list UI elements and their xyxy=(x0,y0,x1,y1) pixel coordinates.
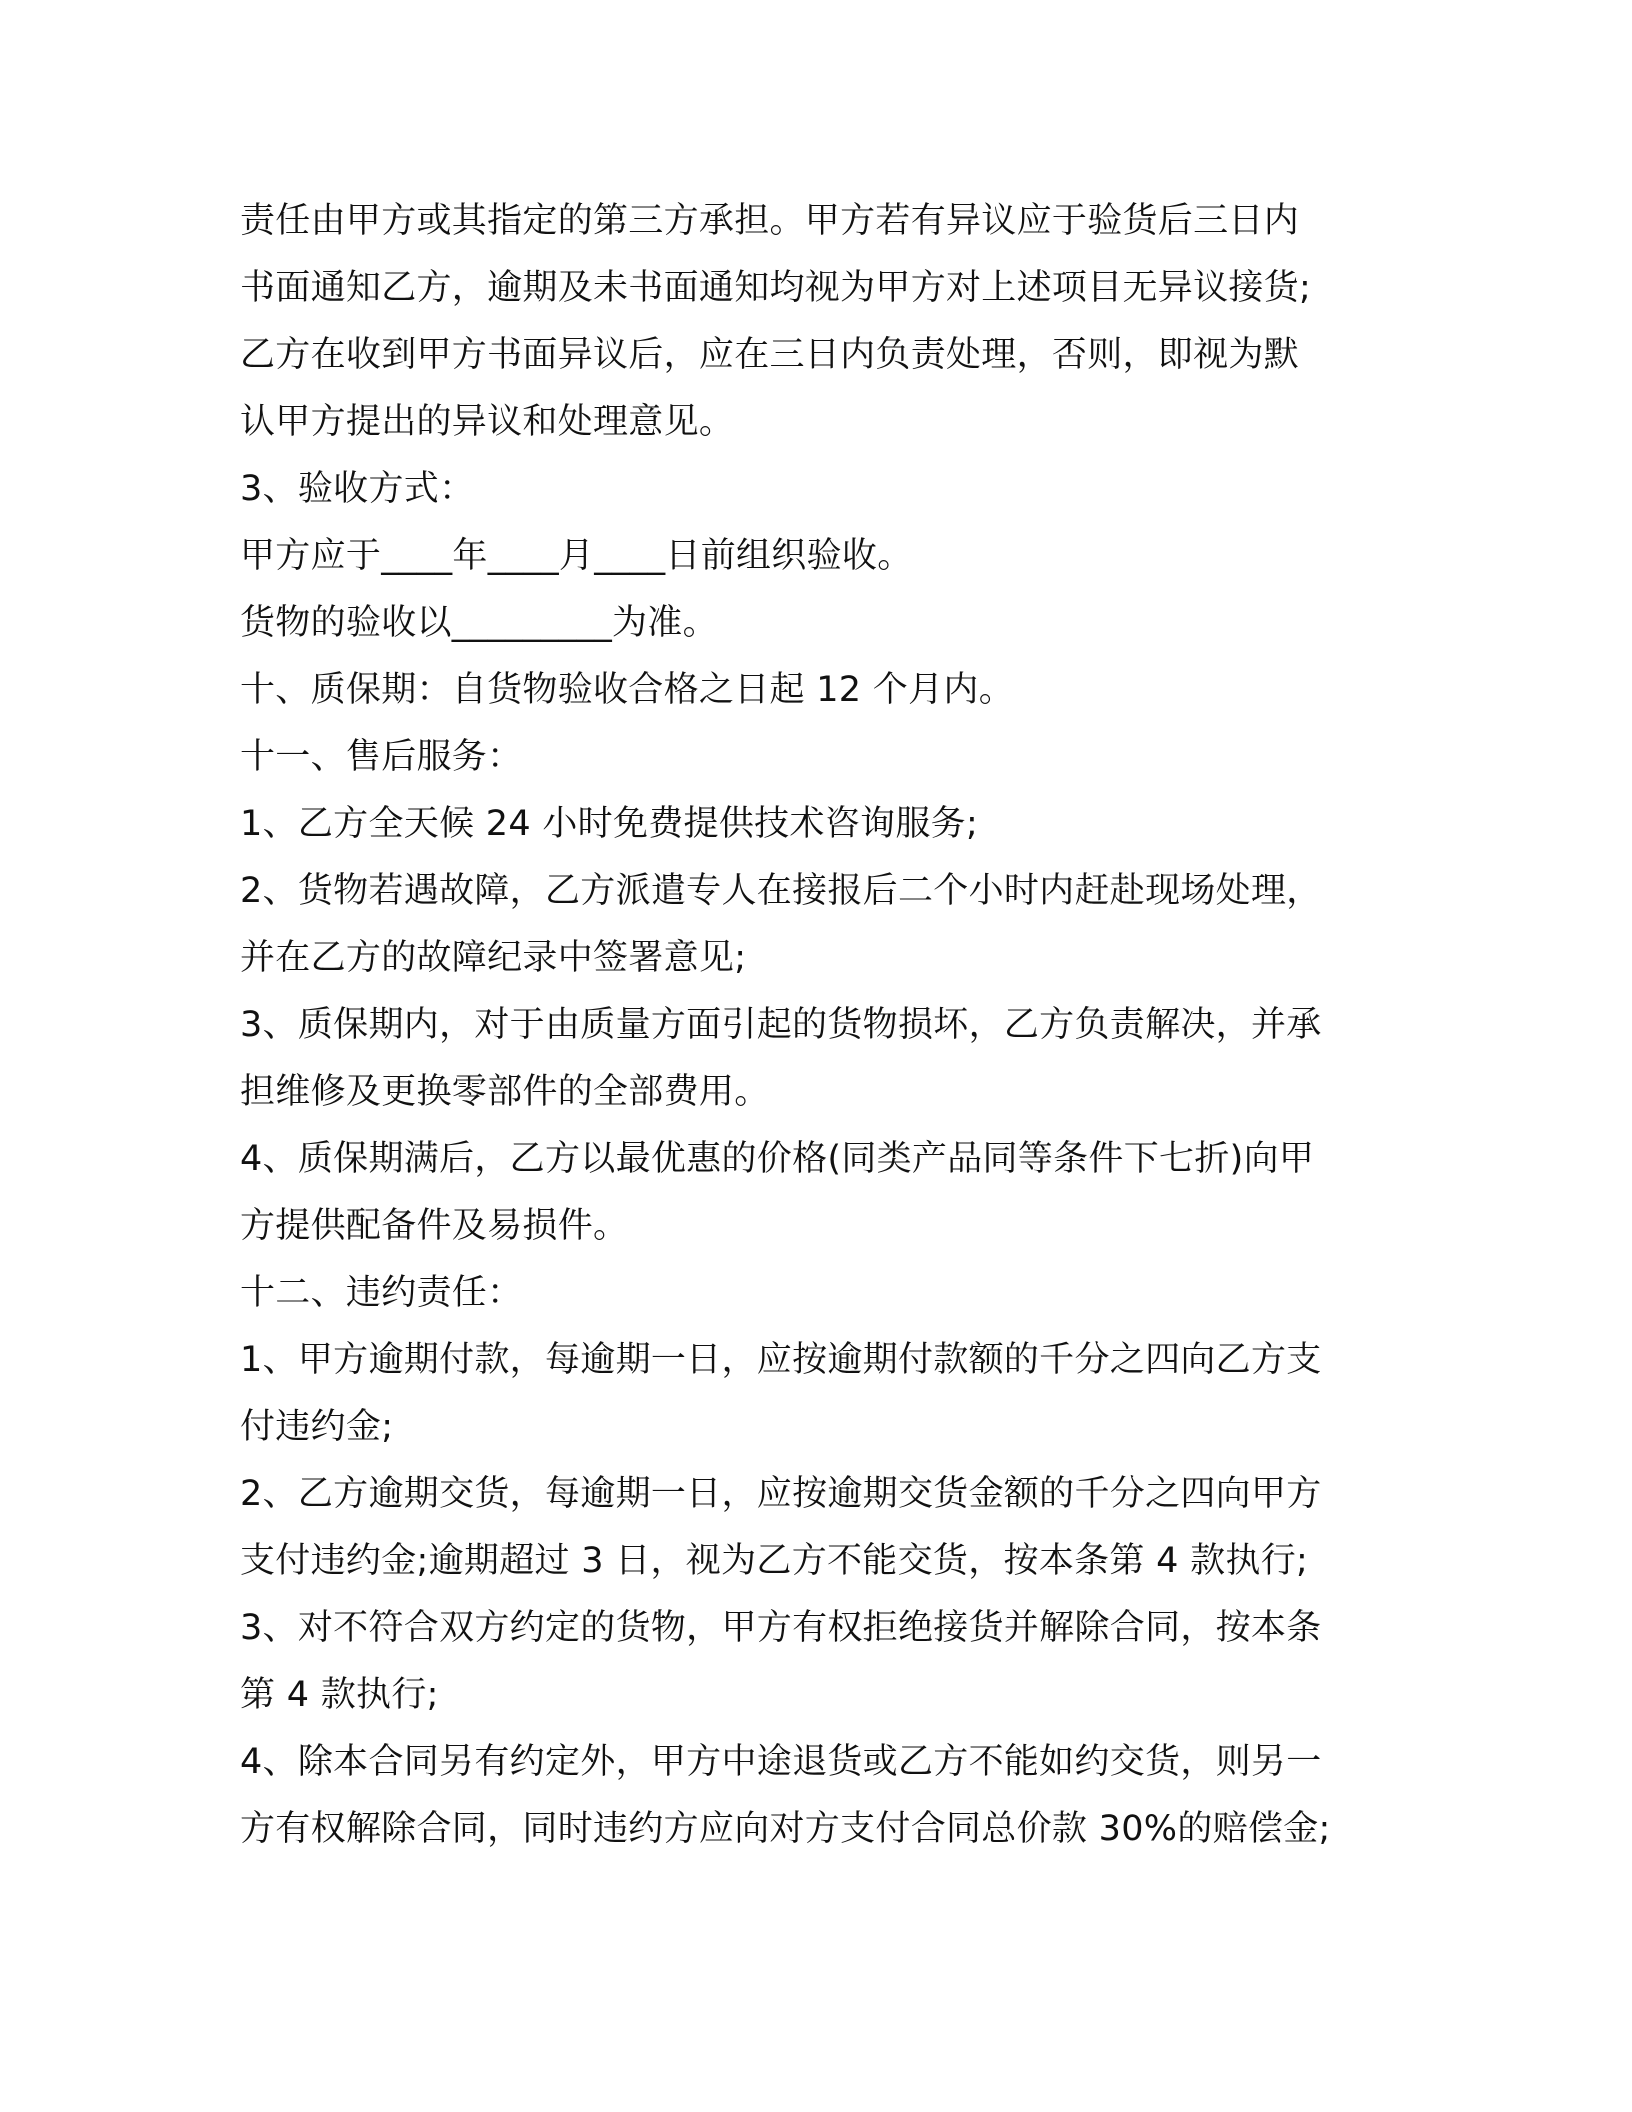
text-line: 2、乙方逾期交货，每逾期一日，应按逾期交货金额的千分之四向甲方 xyxy=(240,1474,1322,1514)
text-line: 担维修及更换零部件的全部费用。 xyxy=(240,1072,770,1112)
text-line: 乙方在收到甲方书面异议后，应在三日内负责处理，否则，即视为默 xyxy=(240,335,1300,375)
text-line: 4、质保期满后，乙方以最优惠的价格(同类产品同等条件下七折)向甲 xyxy=(240,1139,1315,1179)
text-line: 付违约金; xyxy=(240,1407,394,1447)
section-heading: 十、质保期：自货物验收合格之日起 12 个月内。 xyxy=(240,670,1014,710)
section-heading: 十一、售后服务： xyxy=(240,737,523,777)
text-line: 书面通知乙方，逾期及未书面通知均视为甲方对上述项目无异议接货; xyxy=(240,268,1312,308)
text-line: 方有权解除合同，同时违约方应向对方支付合同总价款 30%的赔偿金; xyxy=(240,1809,1331,1849)
text-line: 方提供配备件及易损件。 xyxy=(240,1206,629,1246)
text-line: 甲方应于____年____月____日前组织验收。 xyxy=(240,536,913,576)
text-line: 第 4 款执行; xyxy=(240,1675,439,1715)
text-line: 支付违约金;逾期超过 3 日，视为乙方不能交货，按本条第 4 款执行; xyxy=(240,1541,1309,1581)
text-line: 1、甲方逾期付款，每逾期一日，应按逾期付款额的千分之四向乙方支 xyxy=(240,1340,1322,1380)
text-line: 认甲方提出的异议和处理意见。 xyxy=(240,402,735,442)
text-line: 3、质保期内，对于由质量方面引起的货物损坏，乙方负责解决，并承 xyxy=(240,1005,1322,1045)
text-line: 1、乙方全天候 24 小时免费提供技术咨询服务; xyxy=(240,804,979,844)
section-heading: 十二、违约责任： xyxy=(240,1273,523,1313)
text-line: 并在乙方的故障纪录中签署意见; xyxy=(240,938,747,978)
text-line: 责任由甲方或其指定的第三方承担。甲方若有异议应于验货后三日内 xyxy=(240,201,1300,241)
text-line: 4、除本合同另有约定外，甲方中途退货或乙方不能如约交货，则另一 xyxy=(240,1742,1322,1782)
section-heading: 3、验收方式： xyxy=(240,469,475,509)
text-line: 2、货物若遇故障，乙方派遣专人在接报后二个小时内赶赴现场处理， xyxy=(240,871,1322,911)
text-line: 3、对不符合双方约定的货物，甲方有权拒绝接货并解除合同，按本条 xyxy=(240,1608,1322,1648)
text-line: 货物的验收以_________为准。 xyxy=(240,603,718,643)
document-body xyxy=(240,188,1390,1863)
